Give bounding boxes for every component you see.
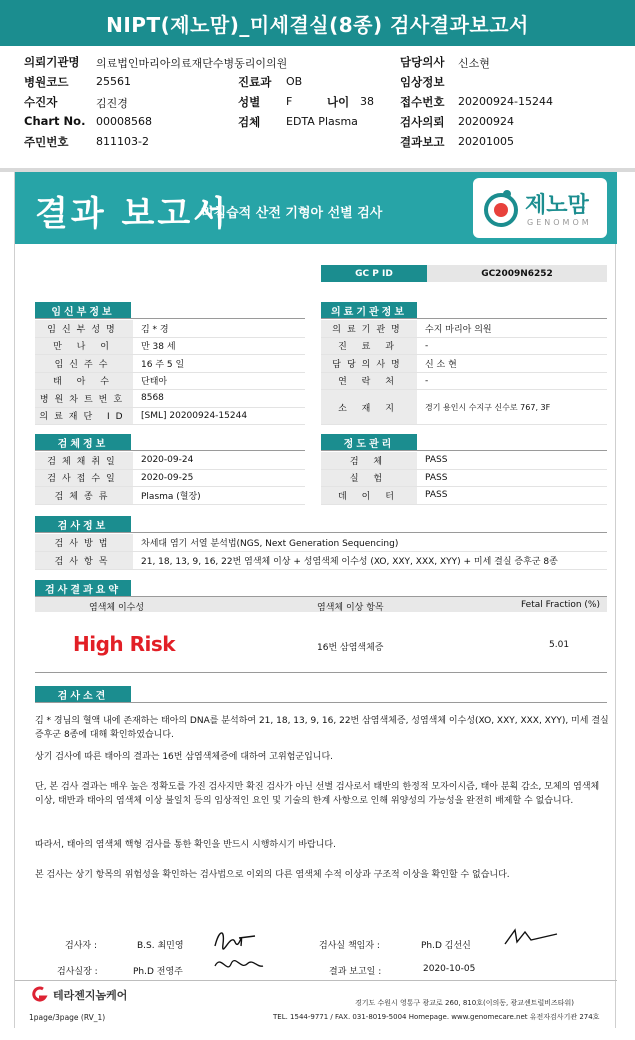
- gcpid-label: GC P ID: [321, 265, 427, 282]
- summary-col-aneuploidy: 염색체 이수성: [89, 603, 145, 613]
- tester-label: 검사자 :: [65, 941, 97, 951]
- info-row-value: PASS: [425, 455, 448, 466]
- info-row-value: 2020-09-25: [141, 472, 194, 483]
- request-label: 검사의뢰: [400, 115, 445, 129]
- tester-value: B.S. 최민영: [137, 941, 184, 951]
- info-row-value: [SML] 20200924-15244: [141, 410, 248, 421]
- info-row-label: 태 아 수: [35, 373, 133, 390]
- info-row: [35, 452, 305, 470]
- logo-subtitle: GENOMOM: [527, 218, 592, 227]
- institution-section-heading: 의료기관정보: [321, 302, 417, 318]
- findings-section-heading: 검사소견: [35, 686, 131, 702]
- age-label: 나이: [327, 95, 350, 109]
- info-row-value: PASS: [425, 490, 448, 501]
- tester-signature: [211, 924, 261, 954]
- rrn-value: 811103-2: [96, 135, 149, 148]
- logo-name: 제노맘: [525, 193, 589, 218]
- findings-paragraph-5: 본 검사는 상기 항목의 위험성을 확인하는 검사법으로 이외의 다른 염색체 수적 이상과 구조적 이상을 확인할 수 없습니다.: [35, 870, 510, 880]
- request-value: 20200924: [458, 115, 514, 128]
- director-label: 검사실 책임자 :: [319, 941, 380, 951]
- abnormal-item: 16번 삼염색체증: [317, 643, 384, 653]
- institution-label: 의뢰기관명: [24, 55, 80, 69]
- info-row-label: 병원차트번호: [35, 390, 133, 407]
- sex-label: 성별: [238, 95, 261, 109]
- terragen-logo-icon: [29, 986, 51, 1002]
- lab-head-signature: [211, 952, 267, 978]
- info-row-label: 검사접수일: [35, 470, 133, 487]
- page-indicator: 1page/3page (RV_1): [29, 1013, 106, 1022]
- info-row-value: 만 38 세: [141, 342, 176, 353]
- info-row-label: 담당의사명: [321, 355, 417, 372]
- info-row: [35, 552, 607, 570]
- test-section-rule: [35, 532, 607, 533]
- hospital-code-label: 병원코드: [24, 75, 69, 89]
- summary-col-item: 염색체 이상 항목: [317, 603, 384, 613]
- patient-section-rule: [35, 318, 305, 319]
- info-row-label: 진 료 과: [321, 338, 417, 355]
- specimen-label: 검체: [238, 115, 261, 129]
- info-row-value: 김 * 경: [141, 324, 169, 335]
- sex-value: F: [286, 95, 293, 108]
- info-row-label: 임신주수: [35, 355, 133, 372]
- banner-title: 결과 보고서: [35, 194, 230, 234]
- accession-value: 20200924-15244: [458, 95, 553, 108]
- doctor-label: 담당의사: [400, 55, 445, 69]
- info-row: [35, 408, 305, 426]
- lab-head-value: Ph.D 전영주: [133, 967, 183, 977]
- report-date-value: 20201005: [458, 135, 514, 148]
- report-title-bar: [0, 0, 635, 46]
- institution-value: 의료법인마리아의료재단수병동리이의원: [96, 57, 288, 70]
- info-row-value: 경기 용인시 수지구 신수로 767, 3F: [425, 402, 551, 412]
- info-row: [35, 487, 305, 505]
- result-report: [14, 172, 616, 1028]
- info-row-value: Plasma (혈장): [141, 491, 201, 502]
- patient-section-heading: 임신부정보: [35, 302, 131, 318]
- info-row-value: 16 주 5 일: [141, 359, 185, 370]
- info-row-label: 검 체: [321, 452, 417, 469]
- hospital-code-value: 25561: [96, 75, 131, 88]
- department-label: 진료과: [238, 75, 272, 89]
- genomom-logo: [473, 178, 607, 238]
- info-row-label: 소 재 지: [321, 390, 417, 424]
- info-row-value: 신 소 현: [425, 359, 457, 370]
- accession-label: 접수번호: [400, 95, 445, 109]
- director-value: Ph.D 김선신: [421, 941, 471, 951]
- findings-paragraph-4: 따라서, 태아의 염색체 핵형 검사를 통한 확인을 반드시 시행하시기 바랍니다.: [35, 840, 336, 850]
- gcpid-value: GC2009N6252: [427, 265, 607, 282]
- info-row: [35, 373, 305, 391]
- terragen-logo: [29, 984, 189, 1004]
- qc-section-rule: [321, 450, 607, 451]
- department-value: OB: [286, 75, 303, 88]
- company-contact: TEL. 1544-9771 / FAX. 031-8019-5004 Homepage. www.genomecare.net 유전자검사기관 274호: [273, 1013, 600, 1021]
- info-row-label: 임신부성명: [35, 320, 133, 337]
- info-row-value: 8568: [141, 393, 164, 404]
- info-row: [321, 320, 607, 338]
- info-row: [321, 338, 607, 356]
- info-row-label: 검사방법: [35, 534, 133, 551]
- info-row: [321, 390, 607, 425]
- director-signature: [501, 924, 561, 950]
- info-row: [35, 320, 305, 338]
- findings-section-rule: [35, 702, 607, 703]
- patient-label: 수진자: [24, 95, 58, 109]
- info-row: [35, 390, 305, 408]
- info-row: [35, 355, 305, 373]
- info-row: [35, 470, 305, 488]
- info-row-label: 실 험: [321, 470, 417, 487]
- info-row: [321, 487, 607, 505]
- specimen-section-heading: 검체정보: [35, 434, 131, 450]
- patient-value: 김진경: [96, 97, 128, 110]
- clinical-label: 임상정보: [400, 75, 445, 89]
- info-row: [35, 534, 607, 552]
- risk-result: High Risk: [73, 632, 176, 656]
- findings-paragraph-2: 상기 검사에 따른 태아의 결과는 16번 삼염색체증에 대하여 고위험군입니다.: [35, 752, 334, 762]
- request-header: [0, 48, 635, 168]
- specimen-value: EDTA Plasma: [286, 115, 358, 128]
- info-row-value: -: [425, 340, 429, 351]
- info-row-label: 의료기관명: [321, 320, 417, 337]
- genomom-logo-icon: [483, 188, 519, 228]
- info-row-label: 연 락 처: [321, 373, 417, 390]
- report-banner: [15, 172, 617, 244]
- info-row-label: 의료재단 ID: [35, 408, 133, 425]
- info-row: [321, 355, 607, 373]
- summary-section-heading: 검사결과요약: [35, 580, 131, 596]
- info-row-label: 데 이 터: [321, 487, 417, 504]
- findings-paragraph-1: 김 * 경님의 혈액 내에 존재하는 태아의 DNA를 분석하여 21, 18, 13, 9, 16, 22번 삼염색체증, 성염색체 이수성(XO, XXY, XXX, XYY), 미세 결실 증후군 8종에 대해 확인하였습니다.: [35, 716, 609, 740]
- info-row: [321, 373, 607, 391]
- qc-section-heading: 정도관리: [321, 434, 417, 450]
- summary-header-row: [35, 596, 607, 612]
- chart-value: 00008568: [96, 115, 152, 128]
- info-row: [321, 452, 607, 470]
- info-row-value: 2020-09-24: [141, 455, 194, 466]
- summary-bottom-rule: [35, 672, 607, 673]
- footer-rule: [15, 980, 617, 981]
- company-name: 테라젠지놈케어: [53, 989, 128, 1002]
- info-row-label: 검사항목: [35, 552, 133, 569]
- institution-section-rule: [321, 318, 607, 319]
- info-row-label: 검체종류: [35, 487, 133, 504]
- test-section-heading: 검사정보: [35, 516, 131, 532]
- report-date-label: 결과보고: [400, 135, 445, 149]
- info-row-value: PASS: [425, 472, 448, 483]
- info-row-value: 단태아: [141, 377, 168, 388]
- info-row-value: 수지 마리아 의원: [425, 324, 492, 335]
- findings-paragraph-3: 단, 본 검사 결과는 매우 높은 정확도를 가진 검사지만 확진 검사가 아닌 선별 검사로서 태반의 한정적 모자이시즘, 태아 분획 감소, 모체의 염색체 이상, 태반과 태아의 염색체 이상 불일치 등의 임상적인 요인 및 기술의 한계 사항으로 인해 위양성의 가능성을 완전히 배제할 수 없습니다.: [35, 782, 600, 806]
- summary-col-fetal-fraction: Fetal Fraction (%): [521, 600, 600, 610]
- fetal-fraction-value: 5.01: [549, 640, 570, 650]
- report-date-sign-label: 결과 보고일 :: [329, 967, 382, 977]
- age-value: 38: [360, 95, 374, 108]
- doctor-value: 신소현: [458, 57, 490, 70]
- info-row: [321, 470, 607, 488]
- info-row-label: 만 나 이: [35, 338, 133, 355]
- company-address: 경기도 수원시 영통구 광교로 260, 810호(이의동, 광교센트럴비즈타워): [355, 999, 575, 1007]
- info-row-value: -: [425, 375, 429, 386]
- info-row: [35, 338, 305, 356]
- info-row-value: 21, 18, 13, 9, 16, 22번 염색체 이상 + 성염색체 이수성 (XO, XXY, XXX, XYY) + 미세 결실 증후군 8종: [141, 557, 558, 567]
- info-row-value: 차세대 염기 서열 분석법(NGS, Next Generation Sequencing): [141, 539, 399, 549]
- chart-label: Chart No.: [24, 114, 86, 128]
- banner-subtitle: 비침습적 산전 기형아 선별 검사: [201, 206, 383, 221]
- report-date-sign-value: 2020-10-05: [423, 964, 476, 974]
- report-title: NIPT(제노맘)_미세결실(8종) 검사결과보고서: [106, 12, 529, 37]
- rrn-label: 주민번호: [24, 135, 69, 149]
- lab-head-label: 검사실장 :: [57, 967, 98, 977]
- info-row-label: 검체채취일: [35, 452, 133, 469]
- specimen-section-rule: [35, 450, 305, 451]
